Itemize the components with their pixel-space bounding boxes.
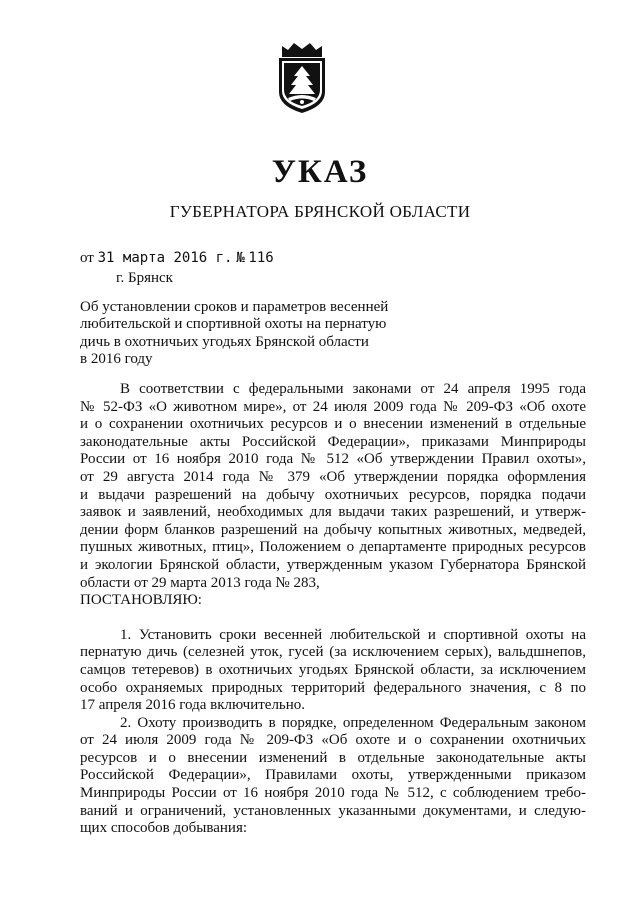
subject-line: Об установлении сроков и параметров весенней: [80, 299, 389, 315]
preamble-line: и экологии Брянской области, утвержденным указом Губернатора Брянской: [80, 556, 586, 573]
number-sign: №: [236, 250, 245, 266]
item1-line: особо охраняемых природных территорий федерального значения, с 8 по: [80, 679, 586, 696]
document-subject: [80, 299, 410, 369]
resolve-heading: ПОСТАНОВЛЯЮ:: [80, 592, 202, 609]
preamble-line: области от 29 марта 2013 года № 283,: [80, 574, 320, 591]
preamble-line: В соответствии с федеральными законами от 24 апреля 1995 года: [120, 381, 586, 397]
item1-line: 17 апреля 2016 года включительно.: [80, 697, 306, 714]
item2-line: 2. Охоту производить в порядке, определенном Федеральным законом: [120, 714, 586, 731]
item1-line: пернатую дичь (селезней уток, гусей (за исключением серых), вальдшнепов,: [80, 644, 586, 661]
preamble-line: России от 16 ноября 2010 года № 512 «Об утверждении Правил охоты»,: [80, 451, 586, 468]
subject-line: дичь в охотничьих угодьях Брянской области: [80, 333, 369, 350]
document-body: [80, 381, 586, 838]
subject-line: в 2016 году: [80, 351, 153, 368]
preamble-line: и о сохранении охотничьих ресурсов и о внесении изменений в отдельные: [80, 416, 586, 433]
subject-line: любительской и спортивной охоты на пернатую: [80, 316, 387, 333]
item1-line: самцов тетеревов) в охотничьих угодьях Брянской области, за исключением: [80, 661, 586, 678]
item1-line: 1. Установить сроки весенней любительской и спортивной охоты на: [120, 626, 586, 643]
preamble-line: заявок и заявлений, необходимых для выдачи таких разрешений, и утверж-: [80, 504, 586, 521]
preamble-line: дении форм бланков разрешений на добычу копытных животных, медведей,: [80, 521, 586, 538]
item2-line: от 24 июля 2009 года № 209-ФЗ «Об охоте и о сохранении охотничьих: [80, 732, 586, 749]
preamble-line: № 52-ФЗ «О животном мире», от 24 июля 2009 года № 209-ФЗ «Об охоте: [80, 398, 586, 415]
item2-line: щих способов добывания:: [80, 820, 248, 837]
item2-line: Российской Федерации», Правилами охоты, утвержденными приказом: [80, 767, 586, 784]
preamble-line: пушных животных, птиц», Положением о департаменте природных ресурсов: [80, 539, 586, 556]
document-city: г. Брянск: [116, 270, 173, 286]
document-title: УКАЗ: [271, 154, 369, 190]
bryansk-coat-of-arms-icon: [276, 40, 328, 116]
preamble-line: законодательные акты Российской Федерации», приказами Минприроды: [80, 433, 586, 450]
item2-line: ресурсов и о внесении изменений в отдельные законодательные акты: [80, 749, 586, 766]
date-prefix: от: [80, 250, 94, 266]
item2-line: Минприроды России от 16 ноября 2010 года № 512, с соблюдением требо-: [80, 785, 586, 802]
item2-line: ваний и ограничений, установленных указанными документами, и следую-: [80, 802, 586, 819]
document-date-line: [80, 248, 274, 268]
date-value: 31 марта 2016 г.: [97, 250, 233, 266]
preamble-line: и выдачи разрешений на добычу охотничьих ресурсов, порядка подачи: [80, 486, 586, 503]
document-number: 116: [248, 250, 274, 266]
preamble-line: от 29 августа 2014 года № 379 «Об утверждении порядка оформления: [80, 468, 586, 485]
document-subtitle: ГУБЕРНАТОРА БРЯНСКОЙ ОБЛАСТИ: [169, 202, 471, 221]
